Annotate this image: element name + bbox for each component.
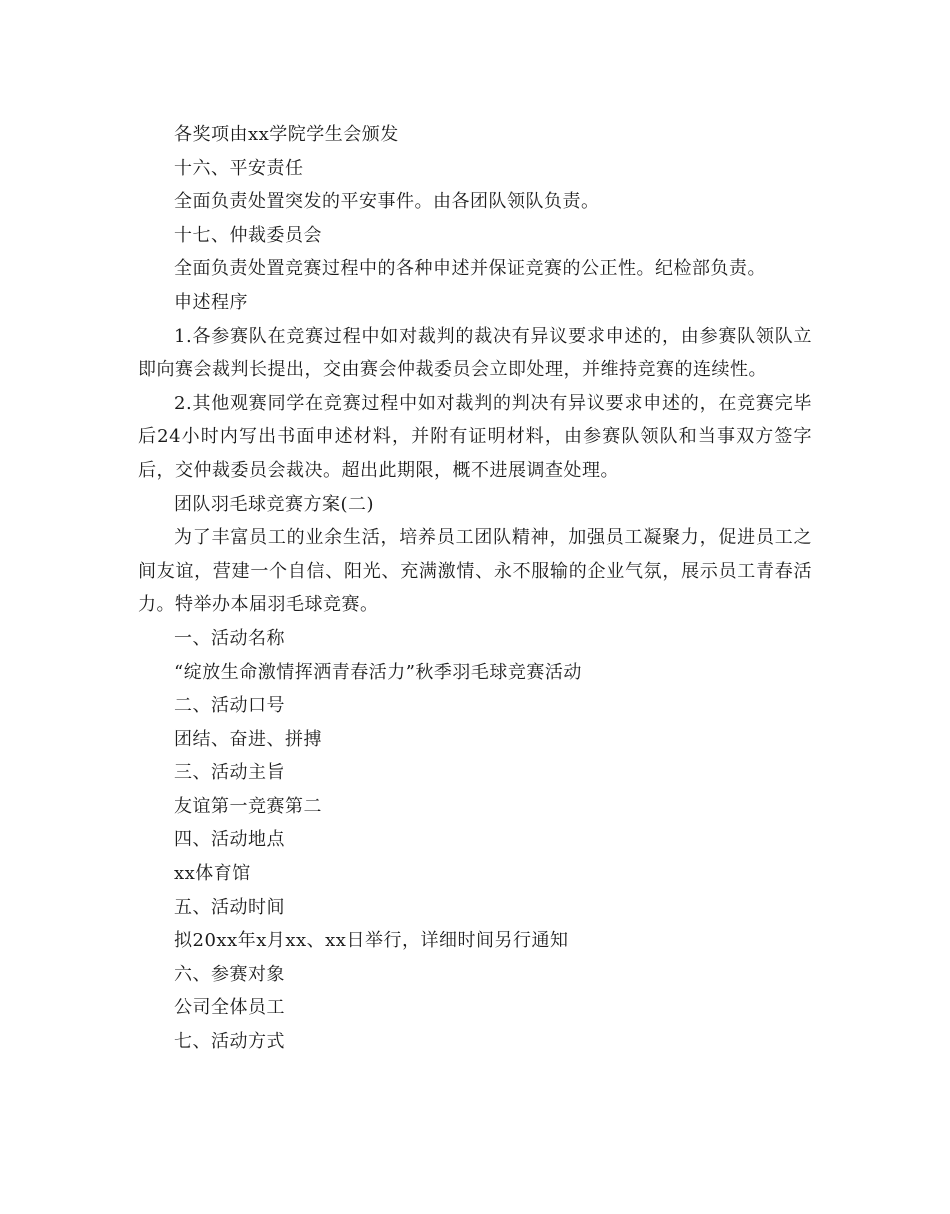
paragraph-awards: 各奖项由xx学院学生会颁发 — [174, 124, 399, 145]
heading-location: 四、活动地点 — [174, 829, 285, 851]
section-title-plan-two: 团队羽毛球竞赛方案(二) — [174, 493, 375, 515]
paragraph-safety: 全面负责处置突发的平安事件。由各团队领队负责。 — [174, 191, 600, 213]
heading-activity-format: 七、活动方式 — [174, 1031, 285, 1053]
paragraph-activity-name: “绽放生命激情挥洒青春活力”秋季羽毛球竞赛活动 — [174, 661, 582, 683]
paragraph-slogan: 团结、奋进、拼搏 — [174, 728, 322, 750]
paragraph-participants: 公司全体员工 — [174, 997, 285, 1019]
heading-participants: 六、参赛对象 — [174, 963, 285, 985]
document-body — [138, 118, 812, 1059]
heading-slogan: 二、活动口号 — [174, 695, 285, 717]
paragraph-appeal-2: 2.其他观赛同学在竞赛过程中如对裁判的判决有异议要求申述的，在竞赛完毕后24小时内写出书面申述材料，并附有证明材料，由参赛队领队和当事双方签字后，交仲裁委员会裁决。超出此期限，概不进展调查处理。 — [138, 392, 812, 481]
paragraph-intro: 为了丰富员工的业余生活，培养员工团队精神，加强员工凝聚力，促进员工之间友谊，营建一个自信、阳光、充满激情、永不服输的企业气氛，展示员工青春活力。特举办本届羽毛球竞赛。 — [138, 527, 812, 616]
paragraph-location: xx体育馆 — [174, 863, 251, 885]
heading-safety: 十六、平安责任 — [174, 157, 304, 179]
paragraph-purpose: 友谊第一竞赛第二 — [174, 795, 322, 817]
heading-activity-name: 一、活动名称 — [174, 627, 285, 649]
paragraph-appeal-1: 1.各参赛队在竞赛过程中如对裁判的裁决有异议要求申述的，由参赛队领队立即向赛会裁判长提出，交由赛会仲裁委员会立即处理，并维持竞赛的连续性。 — [138, 325, 812, 381]
heading-purpose: 三、活动主旨 — [174, 762, 285, 784]
heading-time: 五、活动时间 — [174, 896, 285, 918]
paragraph-arbitration: 全面负责处置竞赛过程中的各种申述并保证竞赛的公正性。纪检部负责。 — [174, 258, 766, 280]
paragraph-time: 拟20xx年x月xx、xx日举行，详细时间另行通知 — [174, 930, 569, 952]
heading-appeal-procedure: 申述程序 — [174, 291, 248, 313]
heading-arbitration: 十七、仲裁委员会 — [174, 224, 322, 246]
